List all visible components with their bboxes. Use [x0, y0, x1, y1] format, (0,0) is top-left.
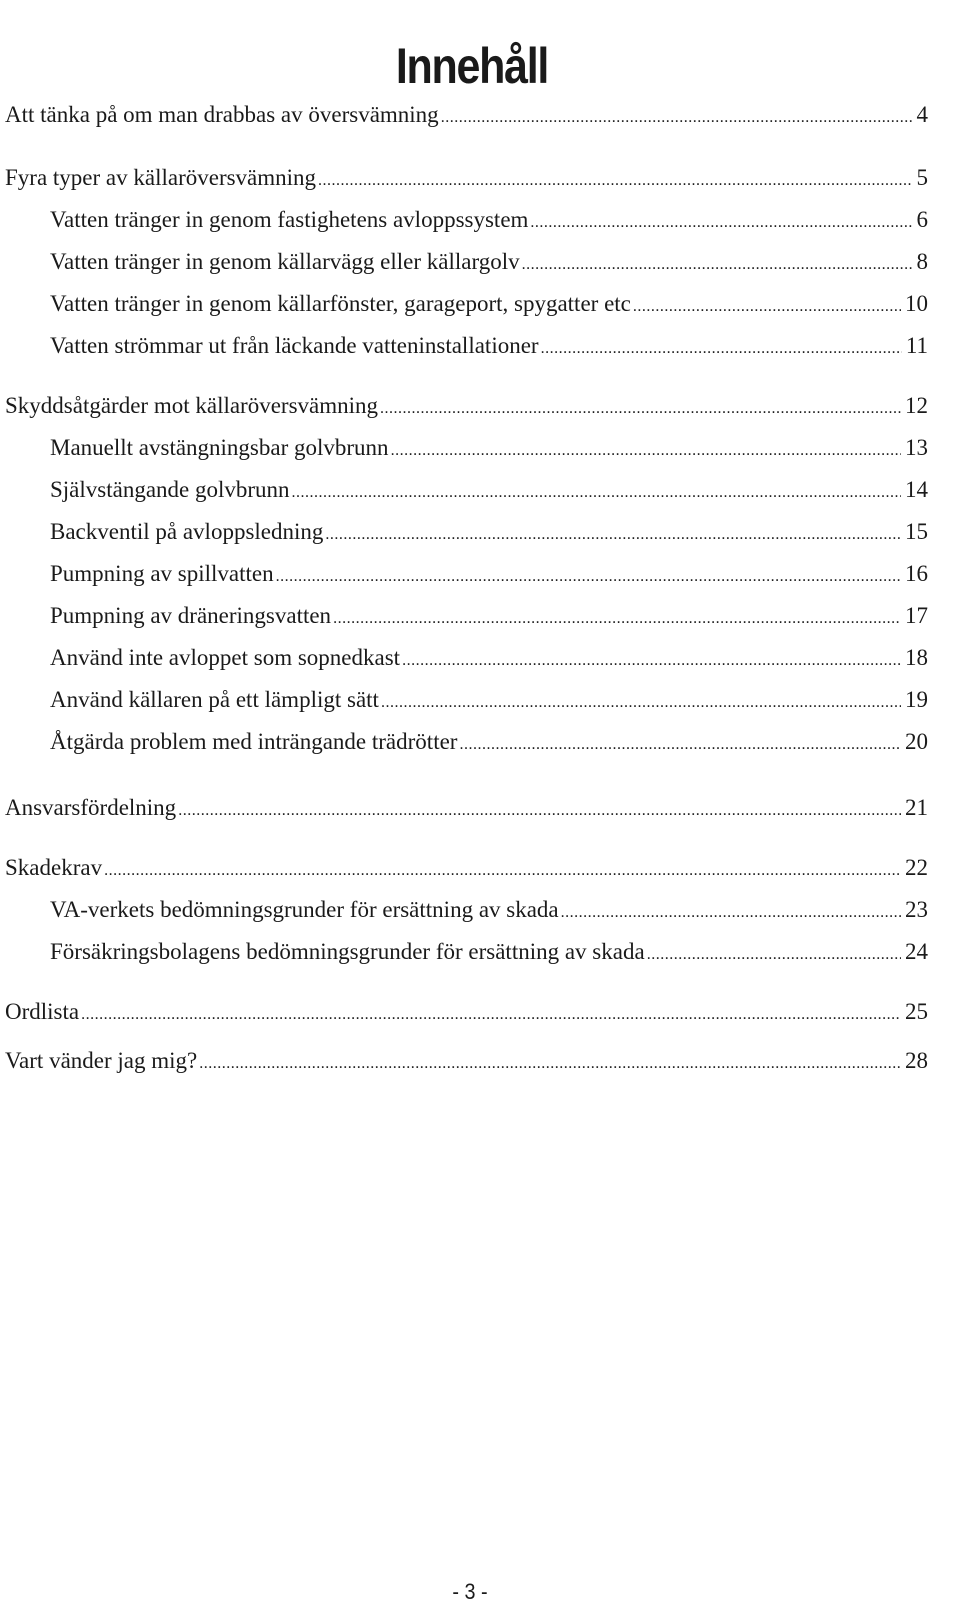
dot-leader — [402, 646, 901, 676]
dot-leader — [199, 1049, 901, 1079]
dot-leader — [325, 520, 901, 550]
toc-entry[interactable] — [5, 853, 928, 883]
dot-leader — [276, 562, 901, 592]
dot-leader — [333, 604, 901, 634]
toc-entry[interactable] — [5, 100, 928, 130]
toc-entry-page: 23 — [905, 897, 928, 922]
toc-entry-page: 8 — [916, 249, 928, 274]
page-number: - 3 - — [452, 1579, 488, 1604]
toc-entry-label: Vart vänder jag mig? — [5, 1048, 198, 1073]
dot-leader — [380, 394, 901, 424]
toc-entry-label: Ordlista — [5, 999, 80, 1024]
toc-entry[interactable] — [5, 163, 928, 193]
toc-entry-label: Använd källaren på ett lämpligt sätt — [50, 687, 379, 712]
toc-entry-page: 24 — [905, 939, 928, 964]
dot-leader — [530, 208, 912, 238]
dot-leader — [541, 334, 902, 364]
dot-leader — [104, 856, 901, 886]
toc-entry-page: 15 — [905, 519, 928, 544]
toc-entry[interactable] — [50, 433, 928, 463]
toc-entry-page: 22 — [905, 855, 928, 880]
dot-leader — [561, 898, 901, 928]
toc-entry-label: Försäkringsbolagens bedömningsgrunder för ersättning av skada — [50, 939, 645, 964]
toc-entry-page: 10 — [905, 291, 928, 316]
dot-leader — [633, 292, 901, 322]
toc-entry-label: Backventil på avloppsledning — [50, 519, 324, 544]
toc-entry-label: Ansvarsfördelning — [5, 795, 177, 820]
toc-entry-page: 13 — [905, 435, 928, 460]
toc-entry[interactable] — [50, 475, 928, 505]
dot-leader — [522, 250, 913, 280]
toc-entry[interactable] — [50, 205, 928, 235]
toc-entry-label: Skyddsåtgärder mot källaröversvämning — [5, 393, 379, 418]
toc-entry-label: Vatten tränger in genom källarfönster, garageport, spygatter etc — [50, 291, 631, 316]
toc-entry[interactable] — [50, 559, 928, 589]
toc-entry-label: Vatten strömmar ut från läckande vatteninstallationer — [50, 333, 539, 358]
toc-entry-page: 12 — [905, 393, 928, 418]
toc-entry-label: Använd inte avloppet som sopnedkast — [50, 645, 401, 670]
toc-entry-page: 25 — [905, 999, 928, 1024]
toc-entry[interactable] — [50, 517, 928, 547]
toc-entry-label: Fyra typer av källaröversvämning — [5, 165, 317, 190]
page-title: Innehåll — [395, 37, 549, 94]
dot-leader — [292, 478, 901, 508]
toc-entry-page: 6 — [916, 207, 928, 232]
toc-entry-page: 20 — [905, 729, 928, 754]
dot-leader — [459, 730, 901, 760]
toc-entry-label: Åtgärda problem med inträngande trädrötter — [50, 729, 458, 754]
dot-leader — [81, 1000, 901, 1030]
toc-entry-label: Pumpning av spillvatten — [50, 561, 274, 586]
toc-entry[interactable] — [50, 937, 928, 967]
toc-entry-label: Skadekrav — [5, 855, 103, 880]
toc-entry[interactable] — [5, 997, 928, 1027]
toc-entry-label: Självstängande golvbrunn — [50, 477, 290, 502]
toc-entry[interactable] — [50, 643, 928, 673]
toc-entry-page: 28 — [905, 1048, 928, 1073]
toc-entry-page: 19 — [905, 687, 928, 712]
toc-entry-page: 21 — [905, 795, 928, 820]
toc-entry-label: Att tänka på om man drabbas av översvämning — [5, 102, 439, 127]
toc-entry-label: Pumpning av dräneringsvatten — [50, 603, 332, 628]
toc-entry-label: Vatten tränger in genom källarvägg eller källargolv — [50, 249, 520, 274]
toc-entry-label: Vatten tränger in genom fastighetens avloppssystem — [50, 207, 529, 232]
dot-leader — [647, 940, 901, 970]
dot-leader — [391, 436, 901, 466]
toc-entry[interactable] — [50, 685, 928, 715]
toc-entry-page: 4 — [916, 102, 928, 127]
toc-entry-label: Manuellt avstängningsbar golvbrunn — [50, 435, 389, 460]
toc-entry-page: 14 — [905, 477, 928, 502]
toc-entry[interactable] — [5, 1046, 928, 1076]
toc-entry-page: 17 — [905, 603, 928, 628]
toc-entry-page: 18 — [905, 645, 928, 670]
toc-entry[interactable] — [50, 601, 928, 631]
toc-entry[interactable] — [50, 727, 928, 757]
dot-leader — [318, 166, 912, 196]
toc-entry[interactable] — [50, 247, 928, 277]
toc-entry-page: 11 — [905, 333, 928, 358]
toc-entry-label: VA-verkets bedömningsgrunder för ersättning av skada — [50, 897, 559, 922]
dot-leader — [441, 103, 913, 133]
toc-entry[interactable] — [50, 331, 928, 361]
toc-entry[interactable] — [50, 895, 928, 925]
dot-leader — [178, 796, 901, 826]
toc-entry[interactable] — [5, 391, 928, 421]
toc-entry-page: 16 — [905, 561, 928, 586]
toc-entry[interactable] — [5, 793, 928, 823]
dot-leader — [381, 688, 901, 718]
toc-entry[interactable] — [50, 289, 928, 319]
toc-entry-page: 5 — [916, 165, 928, 190]
